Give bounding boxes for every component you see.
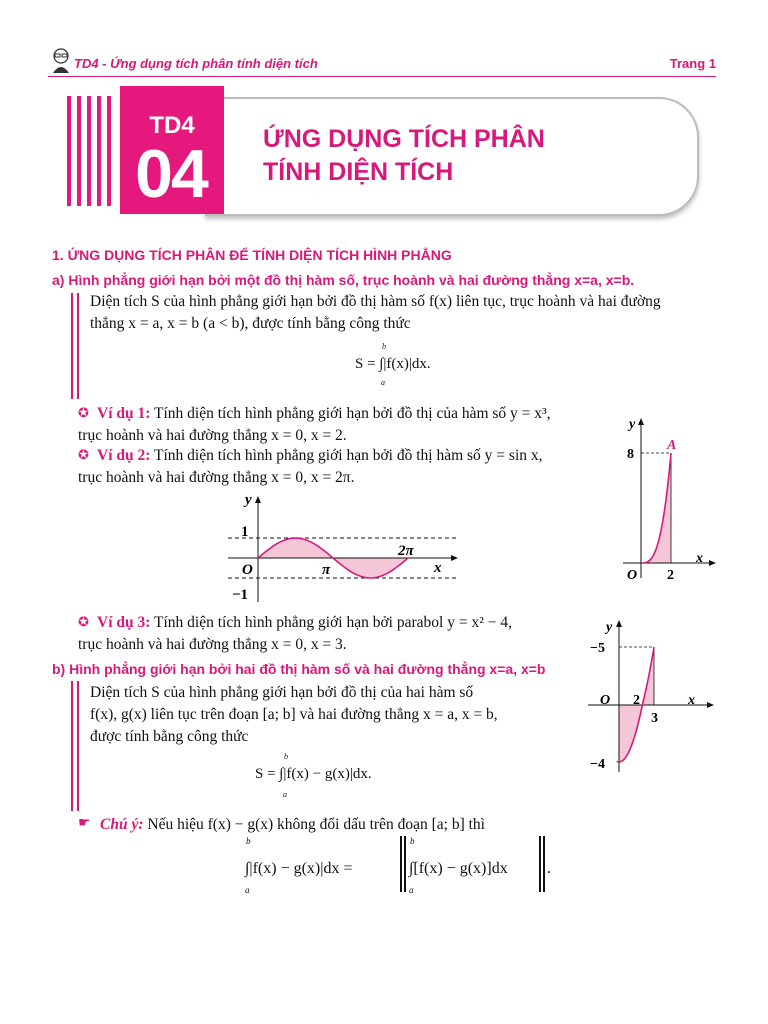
sine-y-label: y — [245, 492, 252, 508]
abs-bar-right — [539, 836, 541, 892]
cubic-two-label: 2 — [667, 568, 674, 583]
area-formula: S = ∫|f(x)|dx. — [355, 356, 431, 372]
banner-title-line2: TÍNH DIỆN TÍCH — [263, 158, 454, 186]
header-title: TD4 - Ứng dụng tích phân tính diện tích — [74, 56, 318, 71]
cubic-eight-label: 8 — [627, 447, 634, 462]
sine-one-label: 1 — [241, 524, 249, 540]
abs-bar-left — [400, 836, 402, 892]
example-1-label: Ví dụ 1: — [97, 405, 151, 422]
upper-limit: b — [382, 342, 386, 351]
example-1-line2: trục hoành và hai đường thẳng x = 0, x = 2. — [78, 427, 347, 444]
left-rule — [71, 293, 73, 399]
cubic-x-label: x — [696, 551, 703, 566]
sine-graph — [228, 492, 463, 604]
para-minus-four-label: −4 — [590, 757, 605, 772]
example-bullet-icon: ✪ — [78, 614, 89, 629]
cubic-graph — [618, 408, 718, 584]
example-1-text: Tính diện tích hình phẳng giới hạn bởi đồ thị của hàm số y = x³, — [154, 405, 551, 422]
banner-stripe — [77, 96, 81, 206]
area-formula-two: S = ∫|f(x) − g(x)|dx. — [255, 766, 372, 782]
note-label: Chú ý: — [100, 816, 144, 833]
sub-a-line2: thẳng x = a, x = b (a < b), được tính bằng công thức — [90, 315, 411, 332]
abs-bar-left — [404, 836, 406, 892]
note-formula-right: ∫[f(x) − g(x)]dx — [409, 860, 508, 877]
upper-limit: b — [284, 752, 288, 761]
sine-x-label: x — [434, 560, 442, 576]
cubic-point-label: A — [667, 438, 677, 453]
left-rule — [77, 293, 79, 399]
sub-b-line1: Diện tích S của hình phẳng giới hạn bởi đồ thị của hai hàm số — [90, 684, 474, 701]
para-minus-five-label: −5 — [590, 641, 605, 656]
lower-limit: a — [409, 885, 414, 895]
upper-limit: b — [246, 836, 251, 846]
sine-pi-label: π — [322, 562, 331, 578]
subsection-a-heading: a) Hình phẳng giới hạn bởi một đồ thị hàm số, trục hoành và hai đường thẳng x=a, x=b. — [52, 272, 635, 288]
para-three-label: 3 — [651, 711, 658, 726]
page-number: Trang 1 — [669, 56, 716, 71]
lower-limit: a — [381, 378, 385, 387]
header-divider — [48, 76, 716, 77]
banner-stripe — [107, 96, 111, 206]
banner-code: TD4 — [149, 112, 195, 139]
left-rule — [77, 681, 79, 811]
note-text: Nếu hiệu f(x) − g(x) không đổi dấu trên đoạn [a; b] thì — [147, 816, 485, 833]
example-3-label: Ví dụ 3: — [97, 614, 151, 631]
cubic-origin-label: O — [627, 568, 638, 583]
para-x-label: x — [688, 693, 695, 708]
example-3-line2: trục hoành và hai đường thẳng x = 0, x = 3. — [78, 636, 347, 653]
para-origin-label: O — [600, 693, 611, 708]
lower-limit: a — [283, 790, 287, 799]
upper-limit: b — [410, 836, 415, 846]
lower-limit: a — [245, 885, 250, 895]
author-avatar-icon — [50, 47, 72, 73]
abs-bar-right — [543, 836, 545, 892]
period-mark: . — [547, 860, 551, 877]
parabola-graph — [586, 612, 718, 776]
left-rule — [71, 681, 73, 811]
sine-two-pi-label: 2π — [398, 543, 414, 559]
banner-stripe — [87, 96, 91, 206]
banner-frame — [205, 97, 699, 216]
sine-origin-label: O — [242, 562, 253, 578]
banner-number: 04 — [135, 136, 207, 212]
para-y-label: y — [606, 620, 613, 635]
sub-b-line2: f(x), g(x) liên tục trên đoạn [a; b] và hai đường thẳng x = a, x = b, — [90, 706, 498, 723]
para-two-label: 2 — [633, 693, 640, 708]
section-heading: 1. ỨNG DỤNG TÍCH PHÂN ĐỂ TÍNH DIỆN TÍCH HÌNH PHẲNG — [52, 247, 452, 263]
example-2-line2: trục hoành và hai đường thẳng x = 0, x = 2π. — [78, 469, 355, 486]
example-bullet-icon: ✪ — [78, 405, 89, 420]
example-bullet-icon: ✪ — [78, 447, 89, 462]
example-2-text: Tính diện tích hình phẳng giới hạn bởi đồ thị hàm số y = sin x, — [154, 447, 543, 464]
pointing-hand-icon: ☛ — [78, 816, 91, 831]
example-3-text: Tính diện tích hình phẳng giới hạn bởi parabol y = x² − 4, — [154, 614, 512, 631]
sub-b-line3: được tính bằng công thức — [90, 728, 249, 745]
subsection-b-heading: b) Hình phẳng giới hạn bởi hai đồ thị hàm số và hai đường thẳng x=a, x=b — [52, 661, 546, 677]
cubic-y-label: y — [629, 417, 636, 432]
sub-a-line1: Diện tích S của hình phẳng giới hạn bởi đồ thị hàm số f(x) liên tục, trục hoành và hai đường — [90, 293, 661, 310]
banner-title-line1: ỨNG DỤNG TÍCH PHÂN — [263, 125, 545, 153]
example-2-label: Ví dụ 2: — [97, 447, 151, 464]
note-formula-left: ∫|f(x) − g(x)|dx = — [245, 860, 353, 877]
banner-stripe — [97, 96, 101, 206]
banner-stripe — [67, 96, 71, 206]
sine-minus-one-label: −1 — [232, 587, 249, 603]
